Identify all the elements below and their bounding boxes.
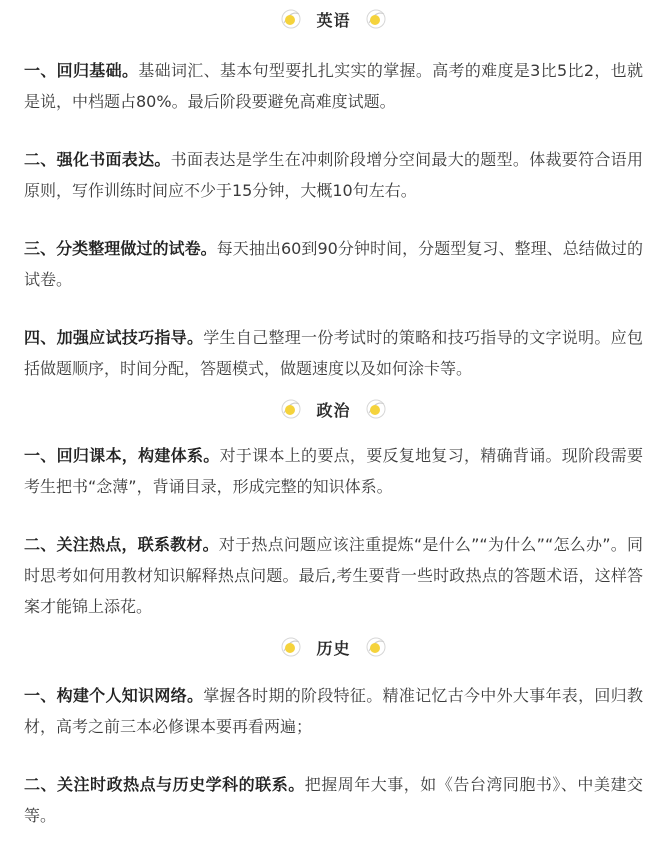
- paragraph: [24, 144, 643, 206]
- paragraph: [24, 233, 643, 295]
- paragraph-lead: 四、加强应试技巧指导。: [24, 328, 204, 347]
- paragraph-lead: 三、分类整理做过的试卷。: [24, 239, 217, 258]
- yellow-orb-icon: [365, 398, 387, 420]
- paragraph-lead: 一、构建个人知识网络。: [24, 686, 204, 705]
- yellow-orb-icon: [365, 636, 387, 658]
- paragraph-lead: 一、回归基础。: [24, 61, 139, 80]
- paragraph-text: 掌握各时期的阶段特征。精准记忆古今中外大事年表，回归教材，高考之前三本必修课本要再看两遍；: [24, 686, 643, 736]
- paragraph-text: 每天抽出60到90分钟时间，分题型复习、整理、总结做过的试卷。: [24, 239, 643, 289]
- section-title: 政治: [316, 400, 351, 420]
- paragraph-text: 基础词汇、基本句型要扎扎实实的掌握。高考的难度是3比5比2，也就是说，中档题占80%。最后阶段要避免高难度试题。: [24, 61, 643, 111]
- yellow-orb-icon: [280, 636, 302, 658]
- paragraph-text: 对于热点问题应该注重提炼“是什么”“为什么”“怎么办”。同时思考如何用教材知识解释热点问题。最后,考生要背一些时政热点的答题术语，这样答案才能锦上添花。: [24, 535, 643, 616]
- yellow-orb-icon: [280, 398, 302, 420]
- paragraph-lead: 一、回归课本，构建体系。: [24, 446, 220, 465]
- paragraph: [24, 440, 643, 502]
- paragraph-lead: 二、关注热点，联系教材。: [24, 535, 219, 554]
- yellow-orb-icon: [365, 8, 387, 30]
- paragraph: [24, 55, 643, 117]
- yellow-orb-icon: [280, 8, 302, 30]
- section-header-politics: [24, 390, 643, 428]
- paragraph: [24, 322, 643, 384]
- paragraph: [24, 680, 643, 742]
- paragraph-text: 学生自己整理一份考试时的策略和技巧指导的文字说明。应包括做题顺序，时间分配，答题模式，做题速度以及如何涂卡等。: [24, 328, 643, 378]
- paragraph: [24, 529, 643, 622]
- section-header-history: [24, 628, 643, 666]
- section-header-english: [24, 0, 643, 38]
- paragraph-text: 书面表达是学生在冲刺阶段增分空间最大的题型。体裁要符合语用原则，写作训练时间应不少于15分钟，大概10句左右。: [24, 150, 643, 200]
- section-title: 历史: [316, 638, 351, 658]
- paragraph: [24, 769, 643, 831]
- paragraph-text: 把握周年大事，如《告台湾同胞书》、中美建交等。: [24, 775, 643, 825]
- paragraph-lead: 二、关注时政热点与历史学科的联系。: [24, 775, 305, 794]
- paragraph-lead: 二、强化书面表达。: [24, 150, 171, 169]
- section-title: 英语: [316, 10, 351, 30]
- paragraph-text: 对于课本上的要点，要反复地复习，精确背诵。现阶段需要考生把书“念薄”，背诵目录，形成完整的知识体系。: [24, 446, 643, 496]
